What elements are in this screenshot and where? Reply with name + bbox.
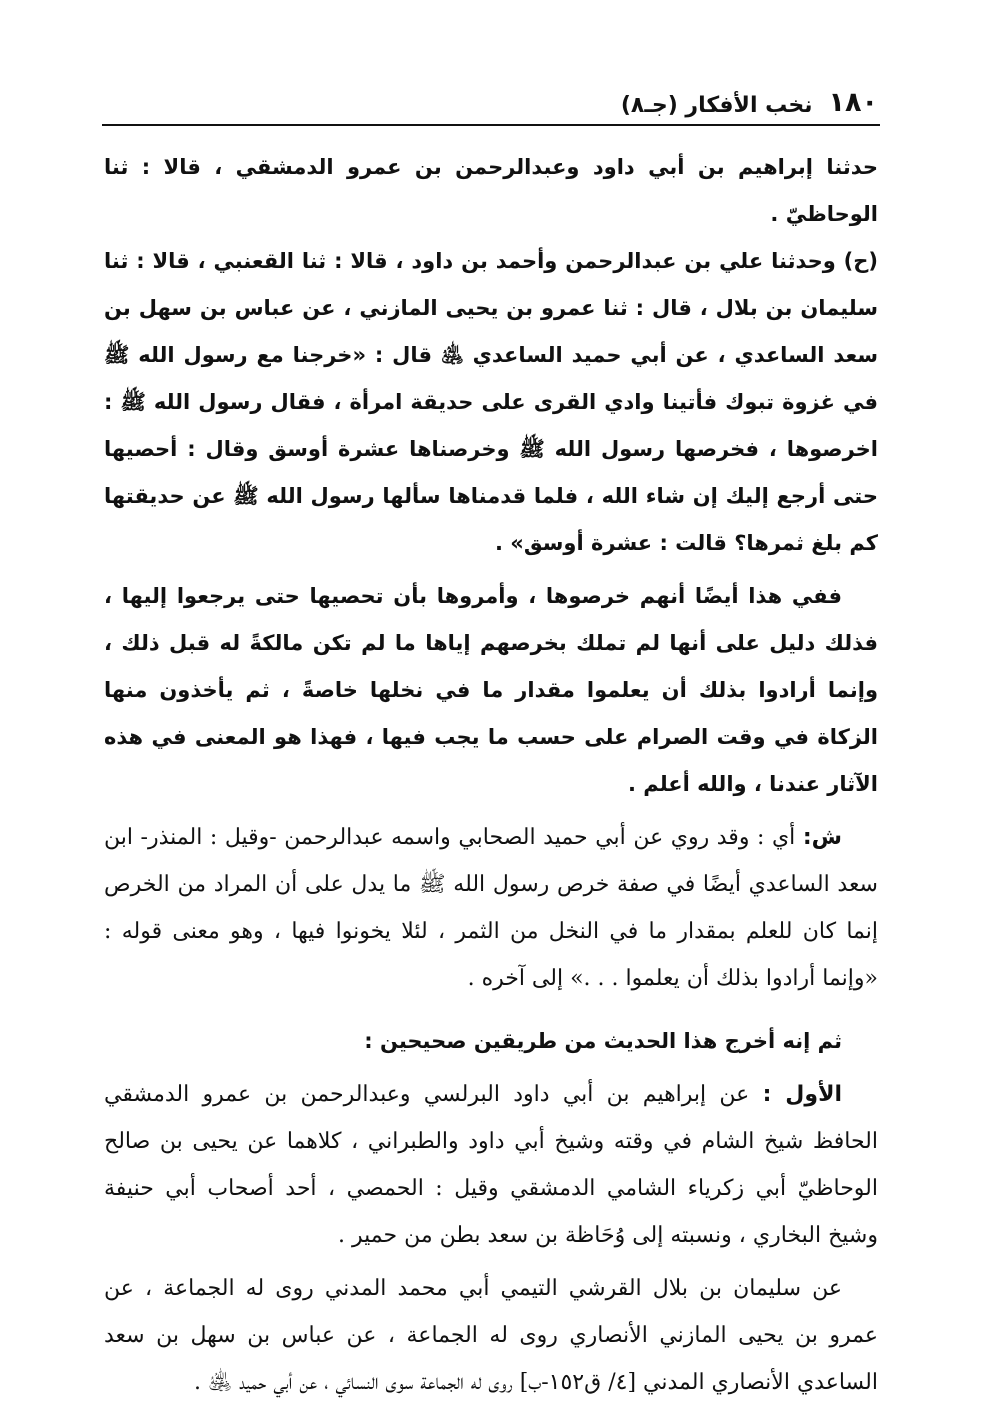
book-title: نخب الأفكار (جـ٨) (620, 93, 813, 118)
hadith-isnad-line: حدثنا إبراهيم بن أبي داود وعبدالرحمن بن عمرو الدمشقي ، قالا : ثنا الوحاظيّ . (104, 155, 878, 226)
first-path-paragraph (104, 1071, 878, 1259)
hadith-text: (ح) وحدثنا علي بن عبدالرحمن وأحمد بن داود ، قالا : ثنا القعنبي ، قالا : ثنا سليمان بن بلال ، قال : ثنا عمرو بن يحيى المازني ، عن عباس بن سهل بن سعد الساعدي ، عن أبي حميد الساعدي ﵁ قال : «خرجنا مع رسول الله ﷺ في غزوة تبوك فأتينا وادي القرى على حديقة امرأة ، فقال رسول الله ﷺ : اخرصوها ، فخرصها رسول الله ﷺ وخرصناها عشرة أوسق وقال : أحصيها حتى أرجع إليك إن شاء الله ، فلما قدمناها سألها رسول الله ﷺ عن حديقتها كم بلغ ثمرها؟ قالت : عشرة أوسق» . (104, 249, 878, 555)
sharh-marker: ش: (802, 825, 842, 850)
section-heading: ثم إنه أخرج هذا الحديث من طريقين صحيحين : (364, 1029, 842, 1053)
page-header (108, 70, 878, 118)
first-path-marker: الأول : (762, 1082, 842, 1107)
author-commentary: ففي هذا أيضًا أنهم خرصوها ، وأمروها بأن تحصيها حتى يرجعوا إليها ، فذلك دليل على أنها لم تملك بخرصهم إياها ما لم تكن مالكةً له قبل ذلك ، وإنما أرادوا بذلك أن يعلموا مقدار ما في نخلها خاصةً ، ثم يأخذون منها الزكاة في وقت الصرام على حسب ما يجب فيها ، فهذا هو المعنى في هذه الآثار عندنا ، والله أعلم . (104, 584, 878, 796)
sharh-paragraph (104, 814, 878, 1002)
first-path-text: عن إبراهيم بن أبي داود البرلسي وعبدالرحمن بن عمرو الدمشقي الحافظ شيخ الشام في وقته وشيخ أبي داود والطبراني ، كلاهما عن يحيى بن صالح الوحاظيّ أبي زكرياء الشامي الدمشقي وقيل : الحمصي ، أحد أصحاب أبي حنيفة وشيخ البخاري ، ونسبته إلى وُحَاظة بن سعد بطن من حمير . (104, 1082, 878, 1248)
page-number: ١٨٠ (828, 87, 878, 118)
page-body (104, 144, 878, 1406)
narrators-paragraph: عن سليمان بن بلال القرشي التيمي أبي محمد المدني روى له الجماعة ، عن عمرو بن يحيى المازني الأنصاري روى له الجماعة ، عن عباس بن سهل بن سعد الساعدي الأنصاري المدني [٤/ ق١٥٢-ب] روى له الجماعة سوى النسائي ، عن أبي حميد ﵁ . (104, 1276, 878, 1395)
sharh-text: أي : وقد روي عن أبي حميد الصحابي واسمه عبدالرحمن -وقيل : المنذر- ابن سعد الساعدي أيضًا في صفة خرص رسول الله ﷺ ما يدل على أن المراد من الخرص إنما كان للعلم بمقدار ما في النخل من الثمر ، لئلا يخونوا فيها ، وهو معنى قوله : «وإنما أرادوا بذلك أن يعلموا . . .» إلى آخره . (104, 825, 878, 991)
header-divider (102, 124, 880, 126)
